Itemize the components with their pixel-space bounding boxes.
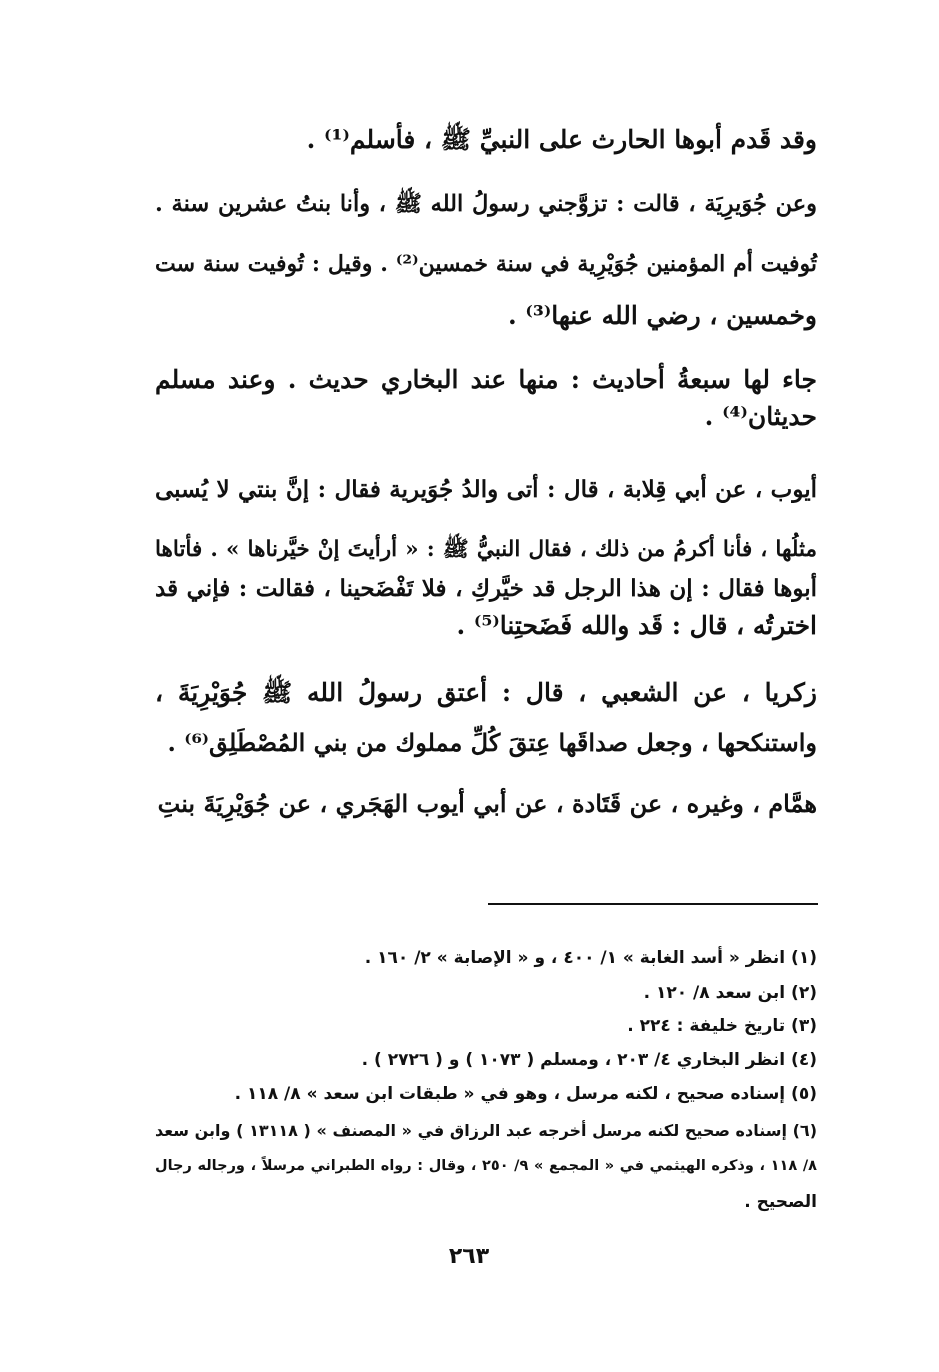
body-line: وخمسين ، رضي الله عنها⁽³⁾ . [508,301,817,330]
body-line: جاء لها سبعةُ أحاديث : منها عند البخاري حديث . وعند مسلم [155,365,817,394]
footnotes [155,0,817,1220]
body-line: همَّام ، وغيره ، عن قَتَادة ، عن أبي أيوب الهَجَري ، عن جُوَيْرِيَةَ بنتِ [157,789,817,818]
footnote-6-continued: ٨/ ١١٨ ، وذكره الهيثمي في « المجمع » ٩/ ٢٥٠ ، وقال : رواه الطبراني مرسلاً ، ورجاله رجال [155,1158,817,1174]
body-line: زكريا ، عن الشعبي ، قال : أعتق رسولُ الله ﷺ جُوَيْرِيَةَ ، [155,678,817,707]
body-line: مثلُها ، فأنا أكرمُ من ذلك ، فقال النبيُّ ﷺ : « أرأيتَ إنْ خيَّرناها » . فأتاها [155,537,817,562]
page-number: ٢٦٣ [448,1244,490,1269]
footnote-6: (٦) إسناده صحيح لكنه مرسل أخرجه عبد الرزاق في « المصنف » ( ١٣١١٨ ) وابن سعد [155,1121,817,1140]
body-line: وقد قَدم أبوها الحارث على النبيِّ ﷺ ، فأسلم⁽¹⁾ . [306,125,817,154]
body-line: تُوفيت أم المؤمنين جُوَيْرِية في سنة خمسين⁽²⁾ . وقيل : تُوفيت سنة ست [155,251,817,277]
footnote-2: (٢) ابن سعد ٨/ ١٢٠ . [643,983,817,1003]
footnote-1: (١) انظر « أسد الغابة » ١/ ٤٠٠ ، و « الإصابة » ٢/ ١٦٠ . [364,948,817,968]
body-line: اخترتُه ، قال : قَد والله فَضَحتِنا⁽⁵⁾ . [456,611,817,640]
footnote-3: (٣) تاريخ خليفة : ٢٢٤ . [627,1016,817,1036]
footnote-6-end: الصحيح . [744,1192,817,1212]
footnote-4: (٤) انظر البخاري ٤/ ٢٠٣ ، ومسلم ( ١٠٧٣ ) و ( ٢٧٢٦ ) . [361,1050,817,1070]
body-line: واستنكحها ، وجعل صداقَها عِتقَ كُلِّ مملوك من بني المُصْطَلِق⁽⁶⁾ . [167,728,817,757]
body-line: أيوب ، عن أبي قِلابة ، قال : أتى والدُ جُوَيرية فقال : إنَّ بنتي لا يُسبى [155,476,817,503]
footnote-5: (٥) إسناده صحيح ، لكنه مرسل ، وهو في « طبقات ابن سعد » ٨/ ١١٨ . [234,1084,817,1104]
body-line: حديثان⁽⁴⁾ . [704,402,817,431]
body-line: وعن جُوَيرِيَة ، قالت : تزوَّجني رسولُ الله ﷺ ، وأنا بنتُ عشرين سنة . [155,191,817,217]
body-line: أبوها فقال : إن هذا الرجل قد خيَّركِ ، فلا تَفْضَحينا ، فقالت : فإني قد [155,575,817,602]
